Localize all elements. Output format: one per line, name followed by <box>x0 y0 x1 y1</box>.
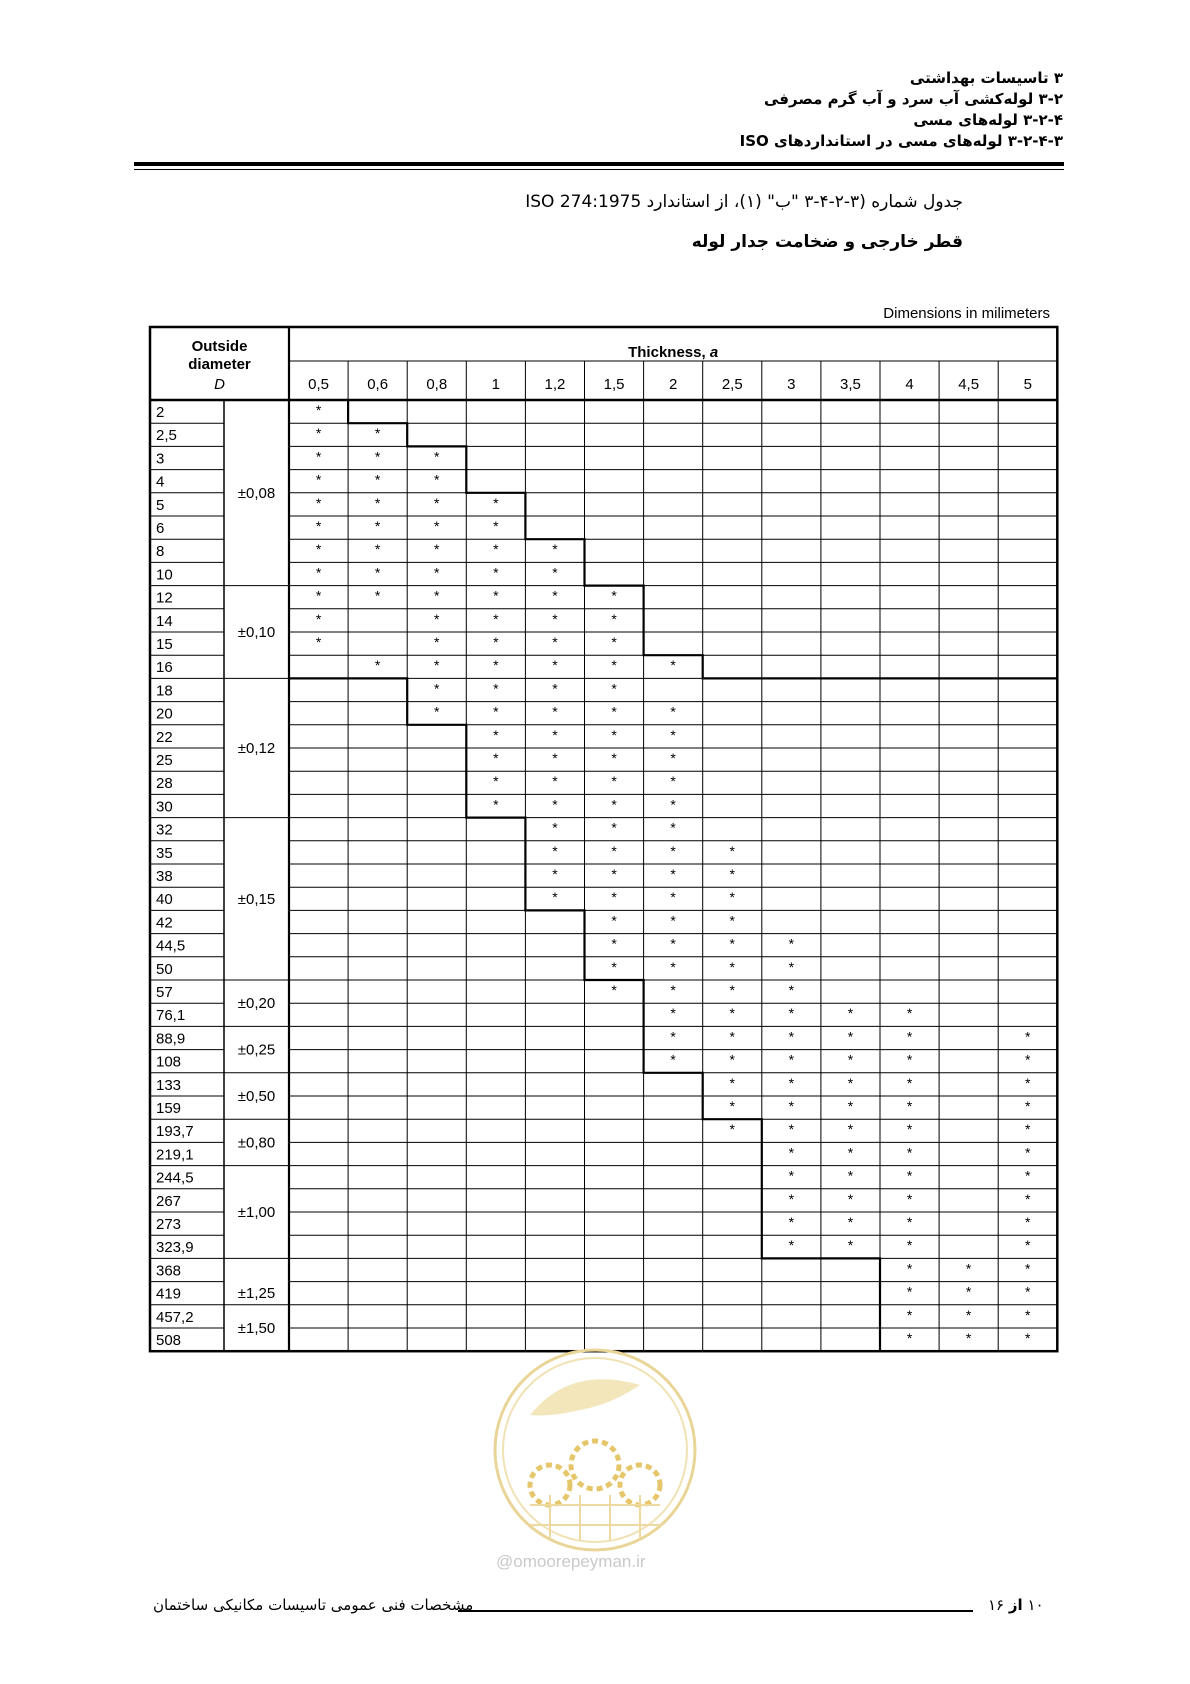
star-mark: * <box>315 402 322 418</box>
star-mark: * <box>611 657 617 674</box>
star-mark: * <box>315 471 322 488</box>
tolerance-value: ±0,50 <box>237 1088 276 1105</box>
star-mark: * <box>670 703 676 720</box>
star-mark: * <box>1025 1028 1031 1045</box>
diameter-value: 108 <box>156 1053 182 1071</box>
star-mark: * <box>670 819 676 836</box>
star-mark: * <box>906 1260 913 1277</box>
star-mark: * <box>788 1121 795 1138</box>
header-outside: Outside <box>191 338 248 355</box>
star-mark: * <box>906 1074 913 1091</box>
star-mark: * <box>374 425 381 442</box>
star-mark: * <box>611 680 617 697</box>
tolerance-value: ±0,25 <box>237 1041 276 1059</box>
thickness-label: 4 <box>905 376 914 393</box>
star-mark: * <box>374 518 381 534</box>
star-mark: * <box>965 1283 972 1300</box>
diameter-value: 30 <box>156 798 173 816</box>
star-mark: * <box>552 819 558 836</box>
star-mark: * <box>670 773 676 790</box>
star-mark: * <box>1025 1330 1031 1346</box>
thickness-label: 1,2 <box>544 376 566 393</box>
diameter-value: 28 <box>156 775 173 793</box>
tolerance-value: ±0,80 <box>237 1134 276 1152</box>
diameter-value: 38 <box>156 868 173 885</box>
star-mark: * <box>965 1260 972 1277</box>
diameter-value: 244,5 <box>156 1169 194 1187</box>
star-mark: * <box>670 726 676 743</box>
star-mark: * <box>552 796 558 813</box>
diameter-value: 267 <box>156 1192 182 1210</box>
thickness-label: 0,5 <box>308 376 329 393</box>
star-mark: * <box>493 610 499 627</box>
diameter-value: 76,1 <box>156 1007 186 1025</box>
diameter-value: 508 <box>156 1332 182 1349</box>
star-mark: * <box>729 842 735 859</box>
star-mark: * <box>374 564 381 581</box>
star-mark: * <box>374 448 381 465</box>
star-mark: * <box>611 912 617 929</box>
diameter-value: 6 <box>156 520 165 537</box>
footer-doc-title: مشخصات فنی عمومی تاسیسات مکانیکی ساختمان <box>153 1596 474 1614</box>
star-mark: * <box>729 1121 735 1138</box>
diameter-value: 368 <box>156 1262 182 1280</box>
watermark-logo-icon <box>490 1345 700 1555</box>
table-frame <box>150 327 1057 1351</box>
star-mark: * <box>788 982 795 998</box>
star-mark: * <box>906 1144 913 1161</box>
page-current: ۱۰ <box>1027 1596 1044 1614</box>
star-mark: * <box>493 750 499 766</box>
star-mark: * <box>493 564 499 581</box>
star-mark: * <box>552 657 558 674</box>
diameter-value: 12 <box>156 589 173 607</box>
star-mark: * <box>729 866 735 882</box>
tolerance-value: ±1,00 <box>237 1204 276 1221</box>
star-mark: * <box>670 912 676 929</box>
star-mark: * <box>1025 1214 1031 1230</box>
star-mark: * <box>434 541 440 558</box>
star-mark: * <box>611 634 617 650</box>
star-mark: * <box>493 773 499 790</box>
tolerance-value: ±0,12 <box>237 740 276 757</box>
star-mark: * <box>493 587 499 604</box>
star-mark: * <box>788 1051 795 1068</box>
star-mark: * <box>847 1028 854 1045</box>
header-thickness: Thickness, a <box>628 344 719 361</box>
diameter-value: 14 <box>156 612 173 630</box>
star-mark: * <box>847 1074 854 1091</box>
header-line-4: ۳-۲-۴-۳ لوله‌های مسی در استانداردهای ISO <box>739 132 1063 150</box>
star-mark: * <box>1025 1051 1031 1068</box>
star-mark: * <box>788 1167 795 1184</box>
star-mark: * <box>552 703 558 720</box>
star-mark: * <box>670 889 676 906</box>
diameter-value: 457,2 <box>156 1308 194 1326</box>
star-mark: * <box>552 726 558 743</box>
star-mark: * <box>1025 1260 1031 1277</box>
star-mark: * <box>434 564 440 581</box>
star-mark: * <box>552 587 558 604</box>
star-mark: * <box>788 1190 795 1207</box>
star-mark: * <box>434 634 440 650</box>
star-mark: * <box>906 1190 913 1207</box>
diameter-value: 20 <box>156 705 173 723</box>
star-mark: * <box>670 657 676 674</box>
star-mark: * <box>611 703 617 720</box>
star-mark: * <box>611 610 617 627</box>
star-mark: * <box>729 912 735 929</box>
tolerance-value: ±1,25 <box>237 1285 276 1303</box>
star-mark: * <box>374 494 381 511</box>
diameter-value: 133 <box>156 1076 182 1094</box>
page-of: از <box>1008 1596 1023 1614</box>
star-mark: * <box>552 889 558 906</box>
star-mark: * <box>493 703 499 720</box>
page-total: ۱۶ <box>988 1596 1005 1614</box>
star-mark: * <box>1025 1098 1031 1114</box>
star-mark: * <box>906 1167 913 1184</box>
header-line-2: ۳-۲ لوله‌کشی آب سرد و آب گرم مصرفی <box>763 90 1063 108</box>
diameter-value: 273 <box>156 1216 182 1233</box>
star-mark: * <box>1025 1306 1031 1323</box>
star-mark: * <box>847 1051 854 1068</box>
tolerance-value: ±1,50 <box>237 1320 276 1337</box>
star-mark: * <box>847 1190 854 1207</box>
star-mark: * <box>906 1283 913 1300</box>
diameter-value: 15 <box>156 636 173 653</box>
tolerance-value: ±0,08 <box>237 484 276 502</box>
star-mark: * <box>670 842 676 859</box>
star-mark: * <box>906 1330 913 1346</box>
star-mark: * <box>493 726 499 743</box>
thickness-label: 0,6 <box>367 376 389 393</box>
star-mark: * <box>611 958 617 975</box>
star-mark: * <box>788 958 795 975</box>
thickness-label: 0,8 <box>426 376 448 393</box>
star-mark: * <box>1025 1237 1031 1254</box>
star-mark: * <box>670 935 676 952</box>
star-mark: * <box>493 518 499 534</box>
star-mark: * <box>434 680 440 697</box>
diameter-value: 10 <box>156 566 173 584</box>
footer-rule <box>458 1610 973 1612</box>
diameter-value: 32 <box>156 821 173 839</box>
star-mark: * <box>1025 1121 1031 1138</box>
star-mark: * <box>552 866 558 882</box>
thickness-label: 2 <box>668 376 678 393</box>
star-mark: * <box>493 494 499 511</box>
star-mark: * <box>611 796 617 813</box>
star-mark: * <box>434 448 440 465</box>
star-mark: * <box>847 1098 854 1114</box>
table-caption: جدول شماره (۳-۲-۴-۳ "ب" (۱)، از استاندارد ISO 274:1975 <box>525 192 963 212</box>
diameter-value: 4 <box>156 473 165 491</box>
star-mark: * <box>611 982 617 998</box>
star-mark: * <box>847 1237 854 1254</box>
star-mark: * <box>729 958 735 975</box>
thickness-label: 1,5 <box>603 376 625 393</box>
star-mark: * <box>374 471 381 488</box>
star-mark: * <box>788 1074 795 1091</box>
star-mark: * <box>611 935 617 952</box>
star-mark: * <box>906 1237 913 1254</box>
star-mark: * <box>611 587 617 604</box>
star-mark: * <box>434 494 440 511</box>
diameter-value: 323,9 <box>156 1239 194 1257</box>
diameter-value: 2 <box>156 404 165 421</box>
watermark-text: @omoorepeyman.ir <box>496 1552 646 1571</box>
star-mark: * <box>493 657 499 674</box>
star-mark: * <box>670 750 676 766</box>
star-mark: * <box>965 1306 972 1323</box>
star-mark: * <box>965 1330 972 1346</box>
star-mark: * <box>315 564 322 581</box>
star-mark: * <box>670 1051 676 1068</box>
star-mark: * <box>493 634 499 650</box>
thickness-label: 2,5 <box>721 376 743 393</box>
star-mark: * <box>1025 1283 1031 1300</box>
diameter-value: 50 <box>156 960 173 978</box>
star-mark: * <box>1025 1074 1031 1091</box>
tolerance-value: ±0,10 <box>237 624 276 641</box>
star-mark: * <box>1025 1190 1031 1207</box>
star-mark: * <box>611 866 617 882</box>
tolerance-value: ±0,20 <box>237 995 276 1013</box>
thickness-label: 1 <box>491 376 501 393</box>
star-mark: * <box>729 1098 735 1114</box>
star-mark: * <box>493 541 499 558</box>
star-mark: * <box>374 587 381 604</box>
star-mark: * <box>315 494 322 511</box>
diameter-value: 419 <box>156 1285 182 1303</box>
star-mark: * <box>552 842 558 859</box>
thickness-label: 4,5 <box>958 376 980 393</box>
diameter-value: 8 <box>156 543 165 561</box>
star-mark: * <box>552 610 558 627</box>
star-mark: * <box>729 1074 735 1091</box>
diameter-value: 22 <box>156 728 173 746</box>
star-mark: * <box>552 541 558 558</box>
star-mark: * <box>906 1121 913 1138</box>
star-mark: * <box>434 657 440 674</box>
star-mark: * <box>729 1051 735 1068</box>
star-mark: * <box>434 518 440 534</box>
star-mark: * <box>552 634 558 650</box>
header-line-3: ۳-۲-۴ لوله‌های مسی <box>913 111 1063 129</box>
star-mark: * <box>611 889 617 906</box>
units-note: Dimensions in milimeters <box>883 305 1050 322</box>
star-mark: * <box>847 1005 854 1022</box>
star-mark: * <box>729 935 735 952</box>
diameter-value: 42 <box>156 914 173 932</box>
star-mark: * <box>670 866 676 882</box>
diameter-value: 18 <box>156 682 173 700</box>
star-mark: * <box>552 680 558 697</box>
diameter-value: 25 <box>156 752 173 769</box>
star-mark: * <box>552 750 558 766</box>
tolerance-value: ±0,15 <box>237 890 276 908</box>
star-mark: * <box>670 1005 676 1022</box>
star-mark: * <box>1025 1167 1031 1184</box>
diameter-value: 35 <box>156 844 173 862</box>
star-mark: * <box>847 1144 854 1161</box>
star-mark: * <box>434 703 440 720</box>
header-line-1: ۳ تاسیسات بهداشتی <box>909 69 1063 87</box>
star-mark: * <box>374 541 381 558</box>
star-mark: * <box>788 935 795 952</box>
diameter-value: 57 <box>156 984 173 1001</box>
star-mark: * <box>552 773 558 790</box>
star-mark: * <box>788 1214 795 1230</box>
star-mark: * <box>906 1098 913 1114</box>
star-mark: * <box>670 796 676 813</box>
star-mark: * <box>611 819 617 836</box>
star-mark: * <box>670 1028 676 1045</box>
star-mark: * <box>847 1121 854 1138</box>
star-mark: * <box>315 448 322 465</box>
star-mark: * <box>670 982 676 998</box>
diameter-value: 5 <box>156 496 165 514</box>
star-mark: * <box>315 587 322 604</box>
star-mark: * <box>906 1051 913 1068</box>
star-mark: * <box>315 425 322 442</box>
thickness-label: 5 <box>1023 376 1032 393</box>
diameter-value: 2,5 <box>156 427 177 445</box>
star-mark: * <box>788 1237 795 1254</box>
star-mark: * <box>670 958 676 975</box>
star-mark: * <box>788 1005 795 1022</box>
diameter-value: 3 <box>156 450 165 468</box>
star-mark: * <box>315 518 322 534</box>
star-mark: * <box>611 773 617 790</box>
star-mark: * <box>493 680 499 697</box>
thickness-label: 3,5 <box>840 376 861 393</box>
star-mark: * <box>847 1167 854 1184</box>
star-mark: * <box>906 1214 913 1230</box>
header-d-symbol: D <box>214 376 225 393</box>
star-mark: * <box>552 564 558 581</box>
star-mark: * <box>788 1098 795 1114</box>
star-mark: * <box>611 726 617 743</box>
star-mark: * <box>315 610 322 627</box>
star-mark: * <box>374 657 381 674</box>
diameter-value: 159 <box>156 1100 182 1117</box>
star-mark: * <box>1025 1144 1031 1161</box>
star-mark: * <box>788 1144 795 1161</box>
star-mark: * <box>729 982 735 998</box>
diameter-value: 219,1 <box>156 1146 194 1164</box>
diameter-value: 40 <box>156 891 173 909</box>
star-mark: * <box>906 1005 913 1022</box>
table-subtitle: قطر خارجی و ضخامت جدار لوله <box>691 232 963 252</box>
diameter-value: 44,5 <box>156 937 186 955</box>
star-mark: * <box>434 471 440 488</box>
star-mark: * <box>611 750 617 766</box>
star-mark: * <box>847 1214 854 1230</box>
star-mark: * <box>906 1306 913 1323</box>
thickness-label: 3 <box>787 376 796 393</box>
star-mark: * <box>493 796 499 813</box>
star-mark: * <box>434 610 440 627</box>
page-number <box>988 1596 1044 1614</box>
star-mark: * <box>315 634 322 650</box>
header-diameter: diameter <box>188 356 251 373</box>
star-mark: * <box>434 587 440 604</box>
diameter-value: 88,9 <box>156 1030 186 1048</box>
diameter-value: 16 <box>156 659 173 677</box>
star-mark: * <box>315 541 322 558</box>
star-mark: * <box>729 1005 735 1022</box>
diameter-value: 193,7 <box>156 1123 194 1141</box>
star-mark: * <box>729 1028 735 1045</box>
star-mark: * <box>729 889 735 906</box>
star-mark: * <box>611 842 617 859</box>
star-mark: * <box>906 1028 913 1045</box>
star-mark: * <box>788 1028 795 1045</box>
